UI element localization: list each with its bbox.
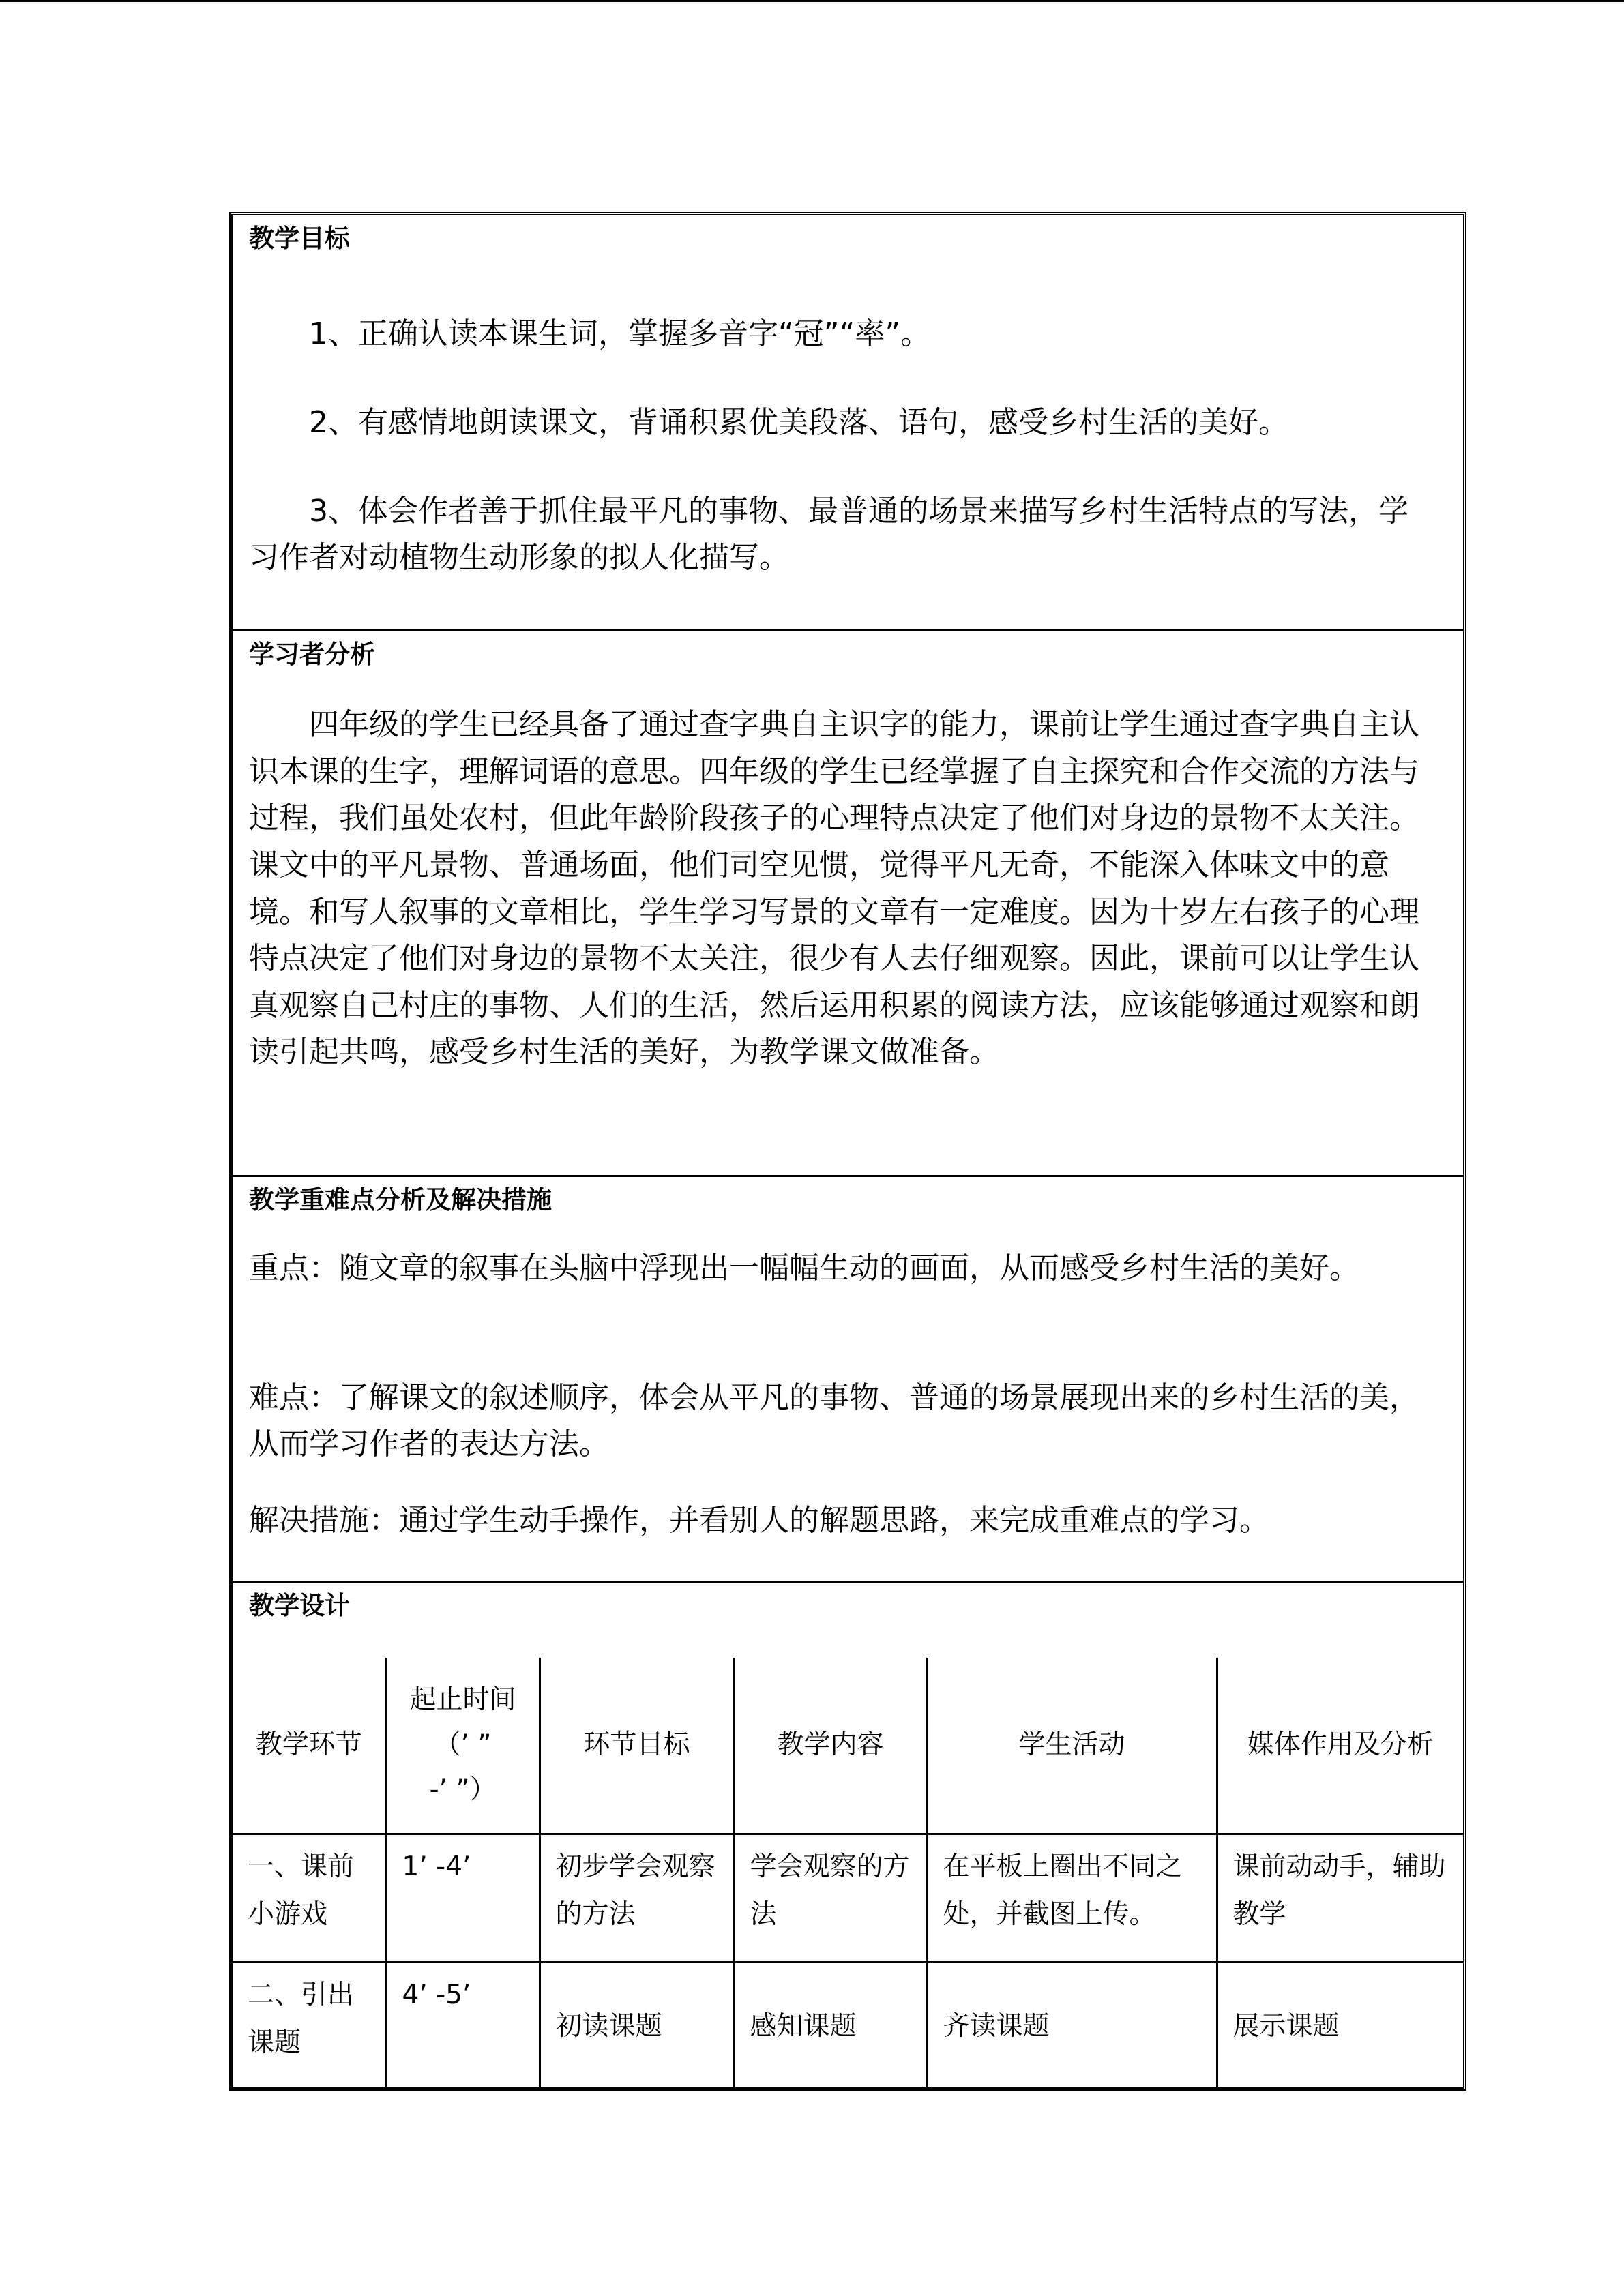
design-table (233, 1658, 1463, 2090)
objectives-title: 教学目标 (249, 224, 350, 253)
row-media: 展示课题 (1217, 1962, 1463, 2090)
row-media: 课前动动手，辅助教学 (1217, 1834, 1463, 1962)
row-activity: 齐读课题 (927, 1962, 1217, 2090)
learner-analysis-section (233, 631, 1463, 1177)
objective-item: 3、体会作者善于抓住最平凡的事物、最普通的场景来描写乡村生活特点的写法，学习作者对动植物生动形象的拟人化描写。 (249, 494, 1408, 576)
key-point-text: 重点：随文章的叙事在头脑中浮现出一幅幅生动的画面，从而感受乡村生活的美好。 (249, 1251, 1359, 1285)
row-time: 1’ -4’ (386, 1834, 540, 1962)
header-media: 媒体作用及分析 (1217, 1658, 1463, 1834)
lesson-plan-table (229, 212, 1466, 2091)
header-time-line: -’ ”） (429, 1774, 497, 1806)
learner-analysis-text: 四年级的学生已经具备了通过查字典自主识字的能力，课前让学生通过查字典自主认识本课的生字，理解词语的意思。四年级的学生已经掌握了自主探究和合作交流的方法与过程，我们虽处农村，但此年龄阶段孩子的心理特点决定了他们对身边的景物不太关注。课文中的平凡景物、普通场面，他们司空见惯，觉得平凡无奇，不能深入体味文中的意境。和写人叙事的文章相比，学生学习写景的文章有一定难度。因为十岁左右孩子的心理特点决定了他们对身边的景物不太关注，很少有人去仔细观察。因此，课前可以让学生认真观察自己村庄的事物、人们的生活，然后运用积累的阅读方法，应该能够通过观察和朗读引起共鸣，感受乡村生活的美好，为教学课文做准备。 (249, 707, 1419, 1070)
difficulty-section (233, 1177, 1463, 1583)
header-time (386, 1658, 540, 1834)
row-content: 感知课题 (734, 1962, 927, 2090)
learner-analysis-title: 学习者分析 (249, 640, 375, 669)
header-time-line: 起止时间 (409, 1684, 516, 1715)
header-stage: 教学环节 (233, 1658, 386, 1834)
difficulty-title: 教学重难点分析及解决措施 (249, 1185, 552, 1214)
row-stage: 二、引出课题 (233, 1962, 386, 2090)
page-top-rule (0, 0, 1624, 2)
objectives-section (233, 215, 1463, 631)
design-title: 教学设计 (249, 1591, 350, 1620)
hard-point-text: 难点：了解课文的叙述顺序，体会从平凡的事物、普通的场景展现出来的乡村生活的美，从而学习作者的表达方法。 (249, 1380, 1419, 1462)
row-activity: 在平板上圈出不同之处，并截图上传。 (927, 1834, 1217, 1962)
table-row (233, 1834, 1463, 1962)
row-goal: 初步学会观察的方法 (540, 1834, 734, 1962)
table-row (233, 1962, 1463, 2090)
design-table-header-row (233, 1658, 1463, 1834)
header-activity: 学生活动 (927, 1658, 1217, 1834)
row-content: 学会观察的方法 (734, 1834, 927, 1962)
row-stage: 一、课前小游戏 (233, 1834, 386, 1962)
row-time: 4’ -5’ (386, 1962, 540, 2090)
objective-item: 2、有感情地朗读课文，背诵积累优美段落、语句，感受乡村生活的美好。 (309, 405, 1288, 440)
solution-text: 解决措施：通过学生动手操作，并看别人的解题思路，来完成重难点的学习。 (249, 1503, 1269, 1538)
header-content: 教学内容 (734, 1658, 927, 1834)
row-goal: 初读课题 (540, 1962, 734, 2090)
objective-item: 1、正确认读本课生词，掌握多音字“冠”“率”。 (309, 316, 931, 351)
header-goal: 环节目标 (540, 1658, 734, 1834)
design-section (233, 1583, 1463, 1659)
header-time-line: （’ ” (434, 1729, 492, 1761)
